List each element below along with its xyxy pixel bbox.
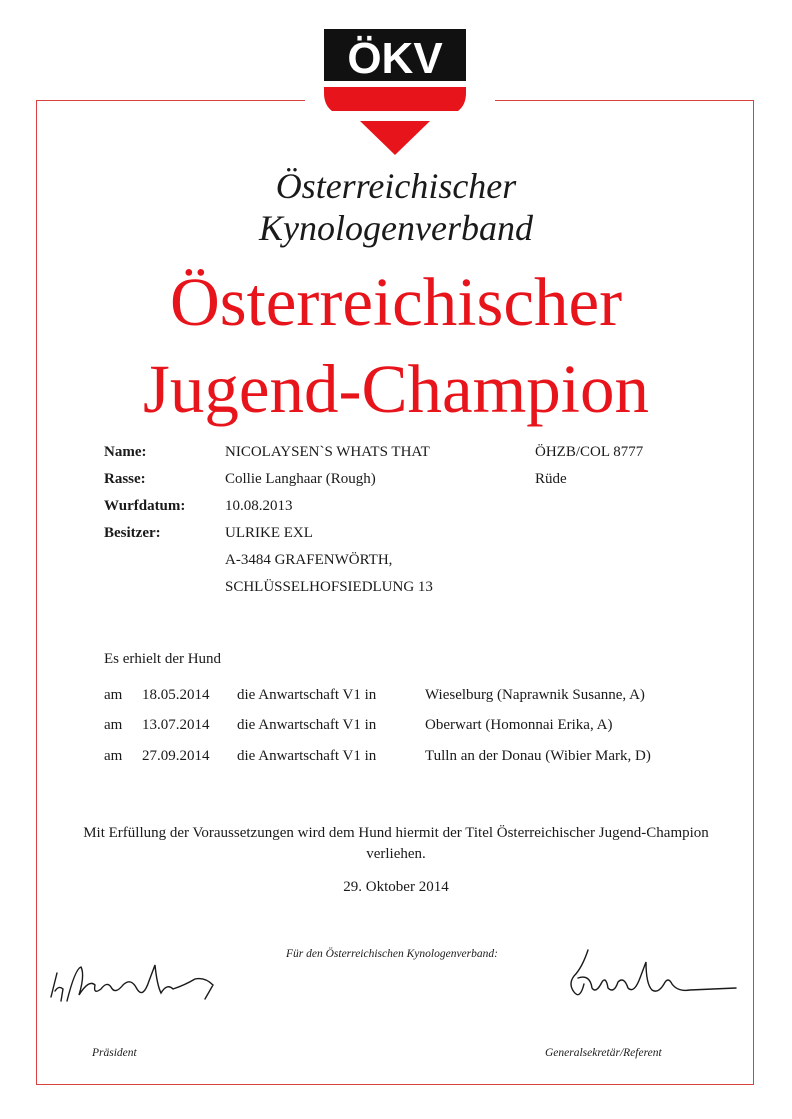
award-place: Tulln an der Donau (Wibier Mark, D)	[425, 748, 651, 764]
logo-text: ÖKV	[347, 34, 443, 83]
signature-caption: Für den Österreichischen Kynologenverband:	[286, 948, 498, 960]
statement	[40, 823, 752, 865]
dog-name: NICOLAYSEN`S WHATS THAT	[225, 444, 430, 460]
statement-line2: verliehen.	[366, 846, 426, 862]
award-am: am	[104, 717, 123, 733]
award-place: Wieselburg (Naprawnik Susanne, A)	[425, 687, 645, 703]
owner-city: A-3484 GRAFENWÖRTH,	[225, 552, 393, 568]
owner-street: SCHLÜSSELHOFSIEDLUNG 13	[225, 579, 433, 595]
statement-line1: Mit Erfüllung der Voraussetzungen wird dem Hund hiermit der Titel Österreichischer Jugend-Champion	[83, 825, 709, 841]
okv-logo	[318, 25, 472, 159]
name-label: Name:	[104, 444, 147, 460]
dog-dob: 10.08.2013	[225, 498, 293, 514]
award-date: 13.07.2014	[142, 717, 210, 733]
certificate-title-line2: Jugend-Champion	[143, 351, 649, 427]
president-role: Präsident	[92, 1047, 137, 1059]
certificate-title-line1: Österreichischer	[169, 264, 623, 340]
logo-shield-red	[324, 87, 466, 111]
president-signature	[45, 955, 225, 1015]
dog-breed: Collie Langhaar (Rough)	[225, 471, 376, 487]
issue-date: 29. Oktober 2014	[343, 879, 449, 895]
awards-intro: Es erhielt der Hund	[104, 651, 222, 667]
award-place: Oberwart (Homonnai Erika, A)	[425, 717, 613, 733]
organisation-line1: Österreichischer	[275, 166, 517, 206]
breed-label: Rasse:	[104, 471, 146, 487]
owner-name: ULRIKE EXL	[225, 525, 313, 541]
organisation-line2: Kynologenverband	[259, 208, 533, 248]
studbook-number: ÖHZB/COL 8777	[535, 444, 644, 460]
dob-label: Wurfdatum:	[104, 498, 186, 514]
logo-triangle	[360, 121, 430, 155]
award-date: 18.05.2014	[142, 687, 210, 703]
secretary-role: Generalsekretär/Referent	[545, 1047, 662, 1059]
dog-sex: Rüde	[535, 471, 567, 487]
award-date: 27.09.2014	[142, 748, 210, 764]
award-type: die Anwartschaft V1 in	[237, 687, 377, 703]
owner-label: Besitzer:	[104, 525, 161, 541]
award-type: die Anwartschaft V1 in	[237, 748, 377, 764]
secretary-signature	[560, 948, 740, 1008]
award-am: am	[104, 748, 123, 764]
award-type: die Anwartschaft V1 in	[237, 717, 377, 733]
award-am: am	[104, 687, 123, 703]
